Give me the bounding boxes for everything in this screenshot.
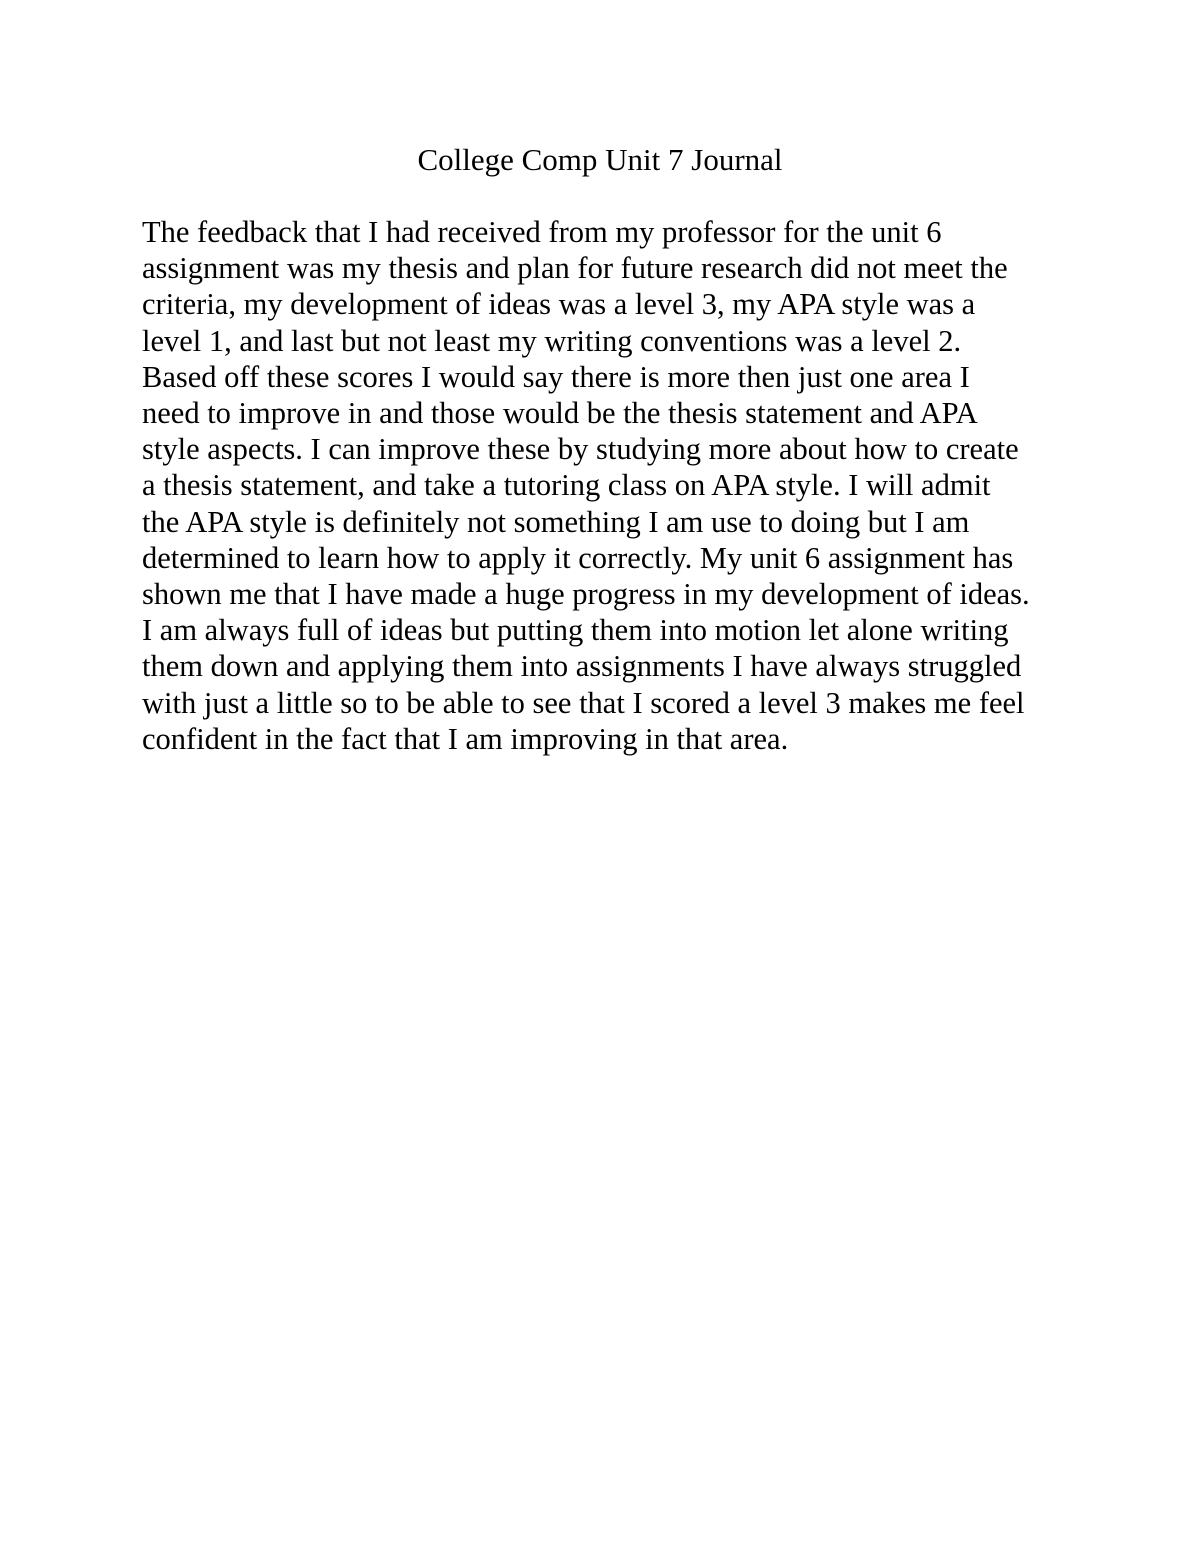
body-line: them down and applying them into assignments I have always struggled [142, 649, 1022, 684]
body-line: level 1, and last but not least my writing conventions was a level 2. [142, 323, 962, 358]
body-line: I am always full of ideas but putting them into motion let alone writing [142, 613, 1009, 648]
body-line: assignment was my thesis and plan for future research did not meet the [142, 251, 1008, 286]
document-title: College Comp Unit 7 Journal [417, 142, 783, 177]
body-line: shown me that I have made a huge progress in my development of ideas. [142, 577, 1030, 612]
body-line: determined to learn how to apply it correctly. My unit 6 assignment has [142, 540, 1014, 575]
body-line: criteria, my development of ideas was a level 3, my APA style was a [142, 287, 976, 322]
body-line: a thesis statement, and take a tutoring class on APA style. I will admit [142, 468, 991, 503]
body-line: with just a little so to be able to see that I scored a level 3 makes me feel [142, 685, 1025, 720]
body-line: confident in the fact that I am improving in that area. [142, 721, 789, 756]
body-line: Based off these scores I would say there is more then just one area I [142, 359, 970, 394]
body-line: style aspects. I can improve these by studying more about how to create [142, 432, 1019, 467]
body-line: The feedback that I had received from my professor for the unit 6 [142, 215, 942, 249]
body-paragraph [142, 214, 1062, 757]
body-line: need to improve in and those would be the thesis statement and APA [142, 396, 978, 431]
body-line: the APA style is definitely not something I am use to doing but I am [142, 504, 970, 539]
